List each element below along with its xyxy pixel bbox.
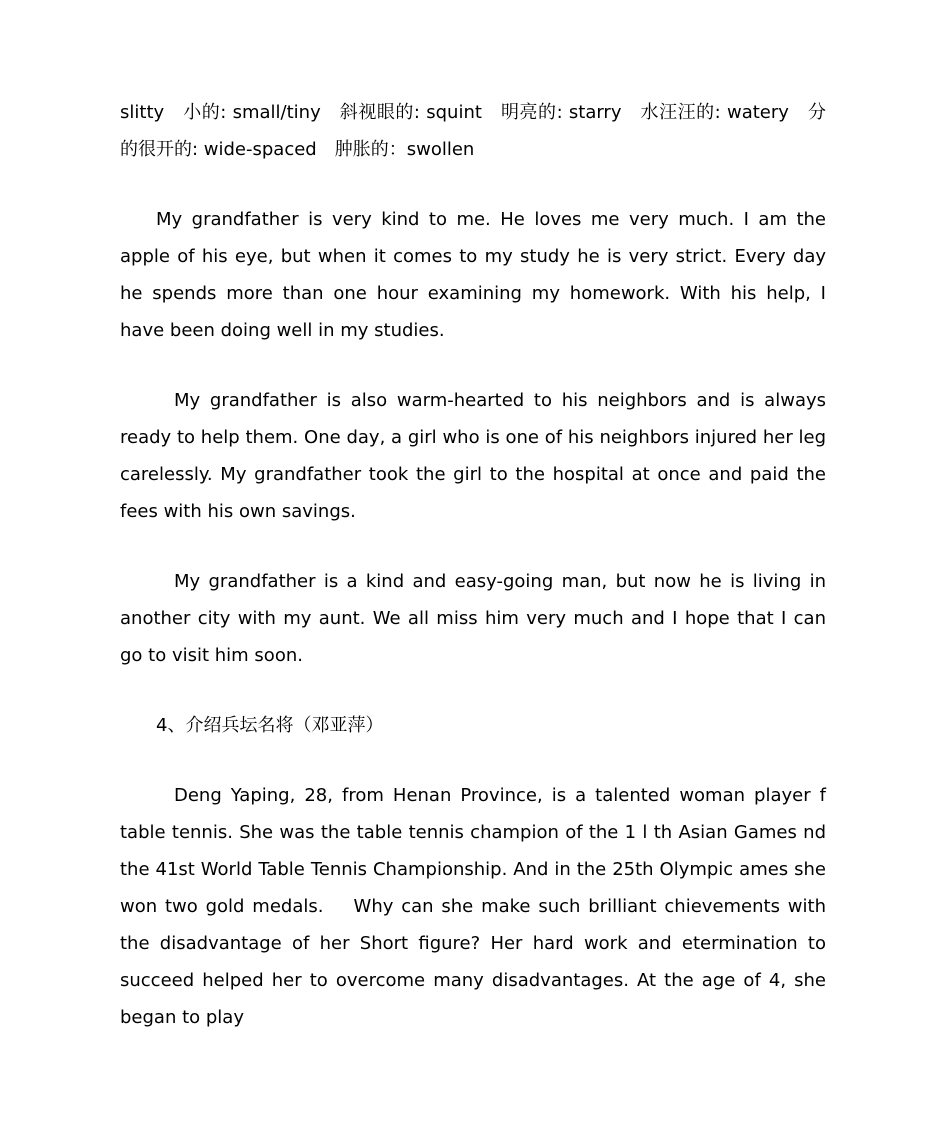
paragraph-conclusion: My grandfather is a kind and easy-going man, but now he is living in another city with my aunt. We all miss him very much and I hope that I can go to visit him soon. xyxy=(120,571,826,666)
paragraph-neighbors: My grandfather is also warm-hearted to his neighbors and is always ready to help them. One day, a girl who is one of his neighbors injured her leg carelessly. My grandfather took the girl to the hospital at once and paid the fees with his own savings. xyxy=(120,390,826,522)
document-body xyxy=(120,94,826,1036)
paragraph-deng-yaping: Deng Yaping, 28, from Henan Province, is a talented woman player f table tennis. She was the table tennis champion of the 1 l th Asian Games nd the 41st World Table Tennis Championship. And in the 25th Olympic ames she won two gold medals. Why can she make such brilliant chievements with the disadvantage of her Short figure? Her hard work and etermination to succeed helped her to overcome many disadvantages. At the age of 4, she began to play xyxy=(120,785,826,1028)
section-heading: 4、介绍兵坛名将（邓亚萍） xyxy=(156,715,384,736)
paragraph-kindness: My grandfather is very kind to me. He loves me very much. I am the apple of his eye, but when it comes to my study he is very strict. Every day he spends more than one hour examining my homework. With his help, I have been doing well in my studies. xyxy=(120,209,826,341)
vocab-list: slitty 小的: small/tiny 斜视眼的: squint 明亮的: starry 水汪汪的: watery 分的很开的: wide-spaced 肿胀的：swollen xyxy=(120,102,826,160)
